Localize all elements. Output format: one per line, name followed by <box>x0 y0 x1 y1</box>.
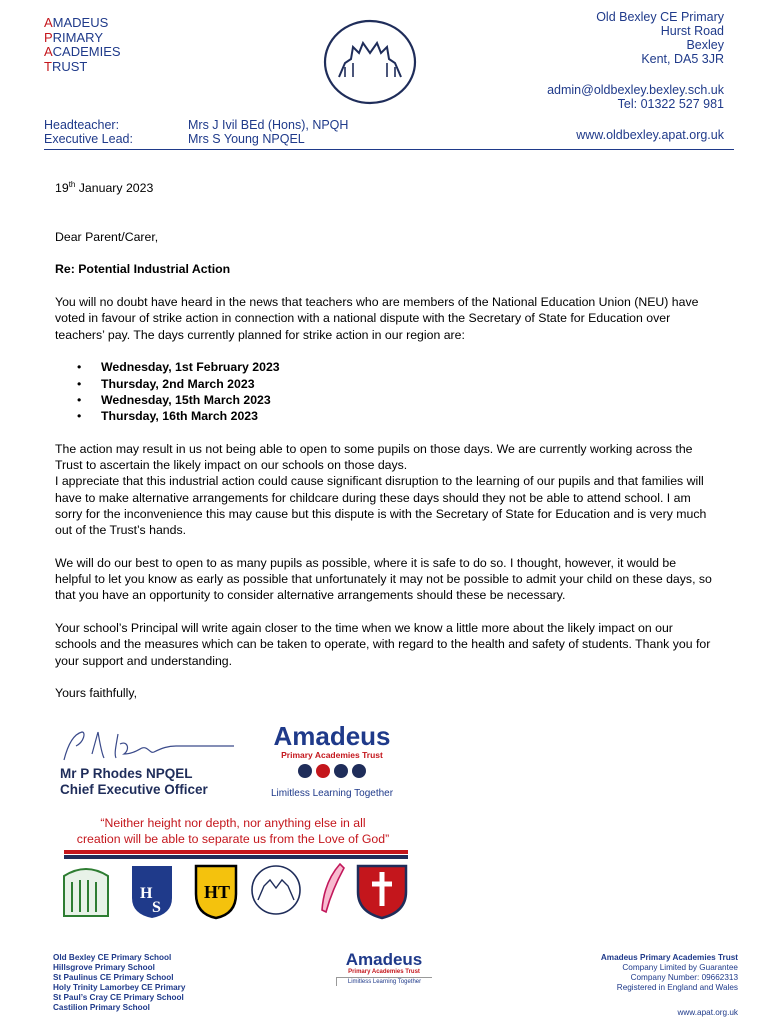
address-line: Bexley <box>686 38 724 52</box>
signer-block <box>60 766 208 798</box>
trust-line-2: PRIMARY <box>44 29 103 45</box>
header-divider <box>44 149 734 150</box>
logo-dots-icon <box>296 763 368 779</box>
strike-date-list <box>55 359 715 424</box>
school-crest-icon <box>323 19 417 105</box>
footer-school: Castilion Primary School <box>53 1003 150 1012</box>
handwritten-signature <box>58 724 238 768</box>
trust-line-4: TRUST <box>44 58 88 74</box>
headteacher-name: Mrs J Ivil BEd (Hons), NPQH <box>188 118 349 132</box>
quote-navy-bar <box>64 855 408 859</box>
footer-company-line: Company Limited by Guarantee <box>622 963 738 972</box>
trust-line-3: ACADEMIES <box>44 44 121 59</box>
school-contact <box>547 83 724 111</box>
hs-crest-badge-icon <box>132 866 172 918</box>
headteacher-label: Headteacher: <box>44 118 120 132</box>
red-cross-shield-icon <box>358 866 406 918</box>
footer-website-link[interactable]: www.apat.org.uk <box>677 1008 738 1017</box>
signer-name: Mr P Rhodes NPQEL <box>60 766 193 781</box>
letter-body <box>55 180 715 702</box>
footer-amadeus-logo <box>336 951 432 986</box>
strike-date-item: • Wednesday, 1st February 2023 <box>55 359 715 375</box>
salutation: Dear Parent/Carer, <box>55 229 159 244</box>
footer-logo-tagline: Limitless Learning Together <box>336 977 432 986</box>
paragraph: The action may result in us not being able to open to some pupils on those days. We are currently working across the Trust to ascertain the likely impact on our schools on those days. <box>55 441 693 473</box>
trust-wordmark <box>44 16 121 74</box>
svg-text:H: H <box>140 885 153 902</box>
letter-subject: Re: Potential Industrial Action <box>55 262 231 277</box>
trust-line-1: AMADEUS <box>44 15 109 30</box>
footer-school: St Paul’s Cray CE Primary School <box>53 993 184 1002</box>
footer-logo-wordmark: Amadeus <box>345 950 423 969</box>
ht-yellow-shield-icon <box>196 866 236 918</box>
school-email-link[interactable]: admin@oldbexley.bexley.sch.uk <box>547 83 724 97</box>
svg-text:S: S <box>152 899 161 916</box>
footer-school: St Paulinus CE Primary School <box>53 973 174 982</box>
school-website-link[interactable]: www.oldbexley.apat.org.uk <box>576 128 724 142</box>
school-address <box>596 10 724 66</box>
footer-company-line: Company Number: 09662313 <box>630 973 738 982</box>
paragraph: I appreciate that this industrial action could cause significant disruption to the learning of our pupils and that families will have to make alternative arrangements for childcare during these days should they not be able to attend school. I am sorry for the inconvenience this may cause but this dispute is with the Secretary of State for Education and is very much out of the Trust’s hands. <box>55 474 707 538</box>
address-line: Hurst Road <box>660 24 724 38</box>
strike-date-item: • Thursday, 2nd March 2023 <box>55 376 715 392</box>
school-badges <box>60 860 410 920</box>
paragraph: We will do our best to open to as many pupils as possible, where it is safe to do so. I thought, however, it would be helpful to let you know as early as possible that unfortunately it may not be possible to admit your child on these days, so that you have an opportunity to consider alternative arrangements should these be necessary. <box>55 555 712 603</box>
strike-date-item: • Wednesday, 15th March 2023 <box>55 392 715 408</box>
executive-lead-name: Mrs S Young NPQEL <box>188 132 305 146</box>
staff-block <box>44 118 348 146</box>
footer-company-line: Registered in England and Wales <box>616 983 738 992</box>
amadeus-logo <box>258 722 406 799</box>
quote-red-bar <box>64 850 408 854</box>
svg-text:HT: HT <box>204 882 231 902</box>
signer-title: Chief Executive Officer <box>60 782 208 797</box>
footer-school-list <box>53 953 185 1013</box>
amadeus-logo-subtitle: Primary Academies Trust <box>281 750 383 760</box>
letter-date: 19th January 2023 <box>55 179 154 195</box>
school-telephone: Tel: 01322 527 981 <box>617 97 724 111</box>
amadeus-logo-wordmark: Amadeus <box>273 721 391 751</box>
footer-school: Holy Trinity Lamorbey CE Primary <box>53 983 186 992</box>
closing: Yours faithfully, <box>55 686 138 701</box>
paragraph: You will no doubt have heard in the news that teachers who are members of the National Education Union (NEU) have voted in favour of strike action in connection with a national dispute with the Secretary of State for Education over teachers’ pay. The days currently planned for strike action in our region are: <box>55 295 699 342</box>
address-line: Old Bexley CE Primary <box>596 10 724 24</box>
footer-trust-name: Amadeus Primary Academies Trust <box>600 953 738 962</box>
footer-school: Hillsgrove Primary School <box>53 963 155 972</box>
trust-quote: “Neither height nor depth, nor anything else in all creation will be able to separate us from the Love of God” <box>76 816 390 846</box>
address-line: Kent, DA5 3JR <box>641 52 724 66</box>
green-building-badge-icon <box>64 869 108 916</box>
amadeus-logo-tagline: Limitless Learning Together <box>270 788 394 799</box>
strike-date-item: • Thursday, 16th March 2023 <box>55 408 715 424</box>
executive-lead-label: Executive Lead: <box>44 132 133 146</box>
old-bexley-crest-icon <box>252 866 300 914</box>
footer-school: Old Bexley CE Primary School <box>53 953 172 962</box>
paragraph: Your school’s Principal will write again closer to the time when we know a little more about the likely impact on our schools and the measures which can be taken to operate, with regard to the health and safety of students. Thank you for your support and understanding. <box>55 621 711 668</box>
pink-quill-icon <box>322 864 344 912</box>
footer-logo-subtitle: Primary Academies Trust <box>348 969 420 975</box>
footer-company-info <box>601 953 738 993</box>
